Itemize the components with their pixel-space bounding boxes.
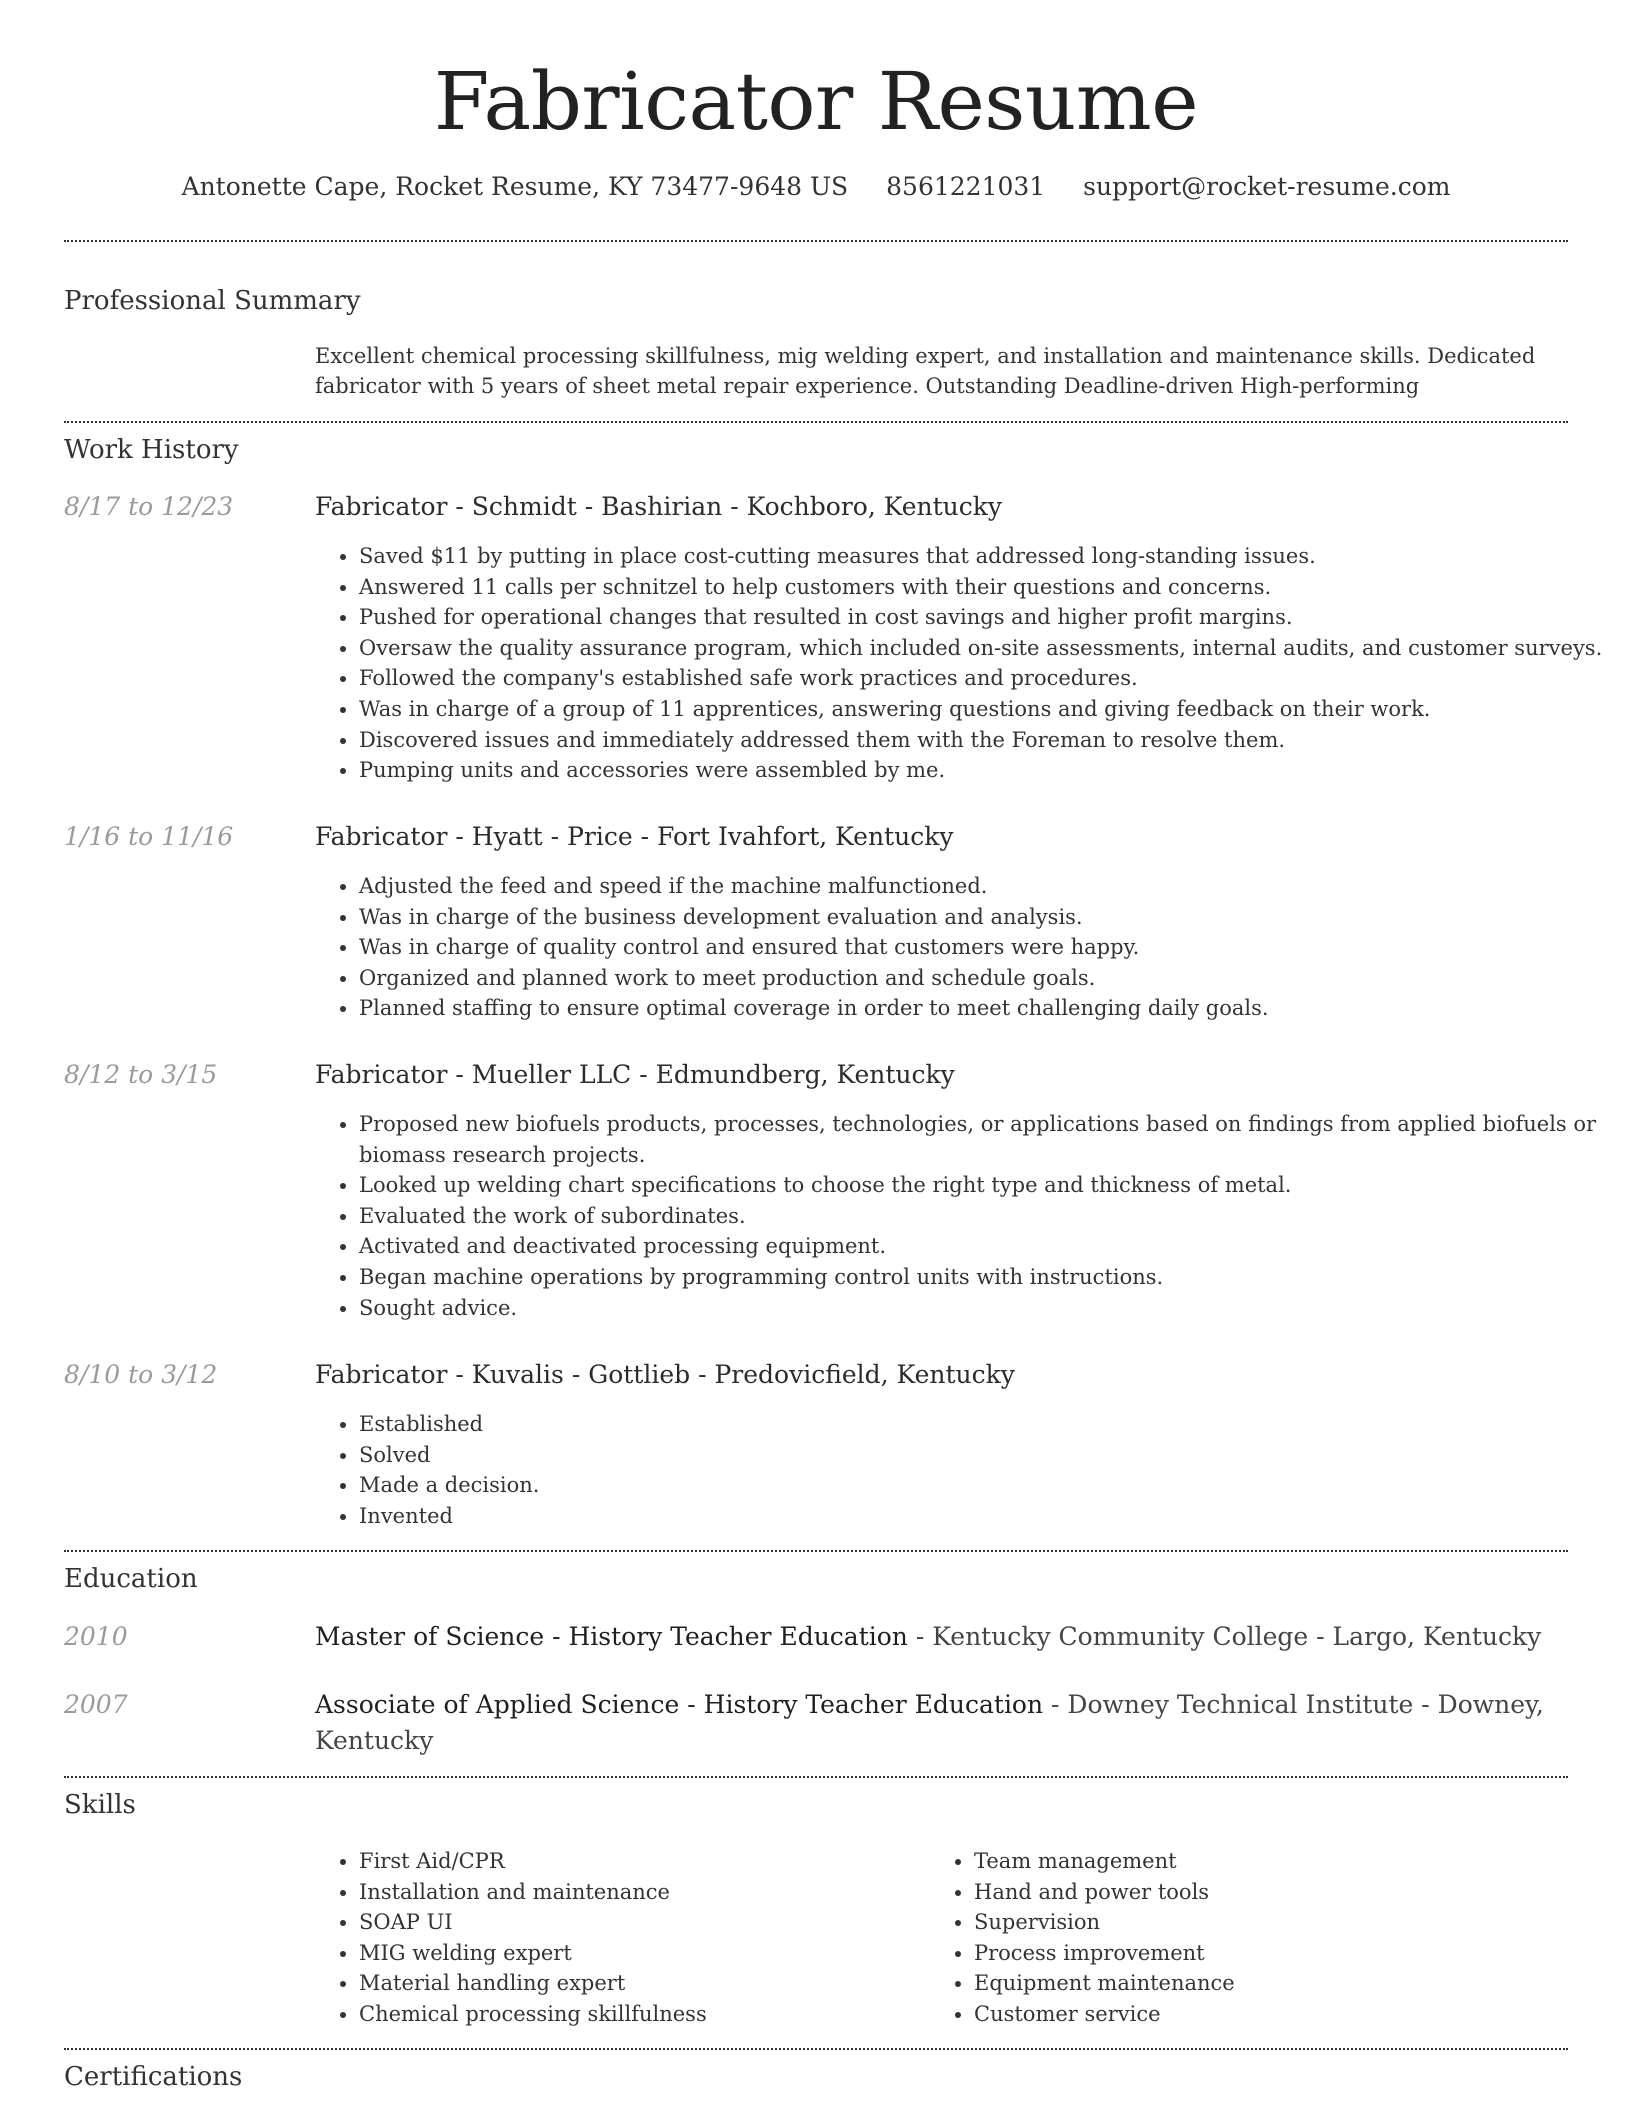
skills-list-left — [315, 1846, 959, 2030]
job-title: Fabricator - Kuvalis - Gottlieb - Predovicfield, Kentucky — [315, 1360, 1015, 1389]
contact-email: support@rocket-resume.com — [1083, 172, 1451, 201]
list-item: • Followed the company's established safe work practices and procedures. — [359, 663, 1609, 694]
skills-heading: Skills — [64, 1790, 136, 1820]
job-bullet-list — [315, 1109, 1609, 1323]
list-item: • Oversaw the quality assurance program, which included on-site assessments, internal audits, and customer surveys. — [359, 633, 1609, 664]
job-bullet-list — [315, 871, 1609, 1024]
list-item: • Made a decision. — [359, 1470, 1609, 1501]
list-item: • Began machine operations by programming control units with instructions. — [359, 1262, 1609, 1293]
list-item: • Adjusted the feed and speed if the machine malfunctioned. — [359, 871, 1609, 902]
list-item: • Looked up welding chart specifications to choose the right type and thickness of metal. — [359, 1170, 1609, 1201]
list-item: • Pumping units and accessories were assembled by me. — [359, 755, 1609, 786]
list-item: • Organized and planned work to meet production and schedule goals. — [359, 963, 1609, 994]
skills-list-right — [930, 1846, 1574, 2030]
section-divider — [64, 1776, 1568, 1778]
certifications-heading: Certifications — [64, 2062, 243, 2092]
contact-line — [0, 170, 1632, 204]
skill-item: • First Aid/CPR — [359, 1846, 959, 1877]
skill-item: • Installation and maintenance — [359, 1877, 959, 1908]
job-title: Fabricator - Mueller LLC - Edmundberg, Kentucky — [315, 1060, 955, 1089]
job-title: Fabricator - Hyatt - Price - Fort Ivahfort, Kentucky — [315, 822, 954, 851]
list-item: • Discovered issues and immediately addressed them with the Foreman to resolve them. — [359, 725, 1609, 756]
job-dates: 8/10 to 3/12 — [64, 1360, 218, 1389]
section-divider — [64, 1550, 1568, 1552]
education-degree: Associate of Applied Science - History Teacher Education — [315, 1690, 1044, 1719]
education-year: 2010 — [64, 1622, 128, 1651]
skill-item: • Customer service — [974, 1999, 1574, 2030]
skill-item: • Team management — [974, 1846, 1574, 1877]
summary-heading: Professional Summary — [64, 286, 361, 316]
list-item: • Pushed for operational changes that resulted in cost savings and higher profit margins. — [359, 602, 1609, 633]
list-item: • Activated and deactivated processing equipment. — [359, 1231, 1609, 1262]
job-bullet-list — [315, 1409, 1609, 1531]
skill-item: • Chemical processing skillfulness — [359, 1999, 959, 2030]
list-item: • Evaluated the work of subordinates. — [359, 1201, 1609, 1232]
list-item: • Saved $11 by putting in place cost-cutting measures that addressed long-standing issues. — [359, 541, 1609, 572]
skill-item: • Process improvement — [974, 1938, 1574, 1969]
list-item: • Invented — [359, 1501, 1609, 1532]
contact-address: Antonette Cape, Rocket Resume, KY 73477-9648 US — [181, 172, 849, 201]
section-divider — [64, 421, 1568, 423]
section-divider — [64, 2048, 1568, 2050]
list-item: • Sought advice. — [359, 1293, 1609, 1324]
skill-item: • Hand and power tools — [974, 1877, 1574, 1908]
list-item: • Proposed new biofuels products, processes, technologies, or applications based on findings from applied biofuels or biomass research projects. — [359, 1109, 1609, 1170]
job-dates: 1/16 to 11/16 — [64, 822, 234, 851]
section-divider — [64, 240, 1568, 242]
education-heading: Education — [64, 1564, 198, 1594]
skill-item: • SOAP UI — [359, 1907, 959, 1938]
skill-item: • MIG welding expert — [359, 1938, 959, 1969]
skill-item: • Equipment maintenance — [974, 1968, 1574, 1999]
education-entry — [315, 1687, 1545, 1759]
resume-title: Fabricator Resume — [433, 55, 1199, 148]
job-bullet-list — [315, 541, 1609, 786]
list-item: • Was in charge of the business development evaluation and analysis. — [359, 902, 1609, 933]
education-school: - Downey Technical Institute - Downey, Kentucky — [315, 1690, 1544, 1755]
list-item: • Was in charge of quality control and ensured that customers were happy. — [359, 932, 1609, 963]
summary-text: Excellent chemical processing skillfulness, mig welding expert, and installation and maintenance skills. Dedicated fabricator with 5 years of sheet metal repair experience. Outstanding Deadline-driven High-performing — [315, 344, 1536, 398]
list-item: • Was in charge of a group of 11 apprentices, answering questions and giving feedback on their work. — [359, 694, 1609, 725]
work-history-heading: Work History — [64, 435, 239, 465]
education-entry — [315, 1619, 1545, 1655]
job-dates: 8/17 to 12/23 — [64, 492, 234, 521]
job-dates: 8/12 to 3/15 — [64, 1060, 218, 1089]
education-school: - Kentucky Community College - Largo, Kentucky — [907, 1622, 1542, 1651]
skill-item: • Material handling expert — [359, 1968, 959, 1999]
job-title: Fabricator - Schmidt - Bashirian - Kochboro, Kentucky — [315, 492, 1003, 521]
contact-phone: 8561221031 — [886, 172, 1046, 201]
skill-item: • Supervision — [974, 1907, 1574, 1938]
list-item: • Planned staffing to ensure optimal coverage in order to meet challenging daily goals. — [359, 993, 1609, 1024]
list-item: • Established — [359, 1409, 1609, 1440]
list-item: • Solved — [359, 1440, 1609, 1471]
list-item: • Answered 11 calls per schnitzel to help customers with their questions and concerns. — [359, 572, 1609, 603]
education-degree: Master of Science - History Teacher Education — [315, 1622, 908, 1651]
education-year: 2007 — [64, 1690, 128, 1719]
